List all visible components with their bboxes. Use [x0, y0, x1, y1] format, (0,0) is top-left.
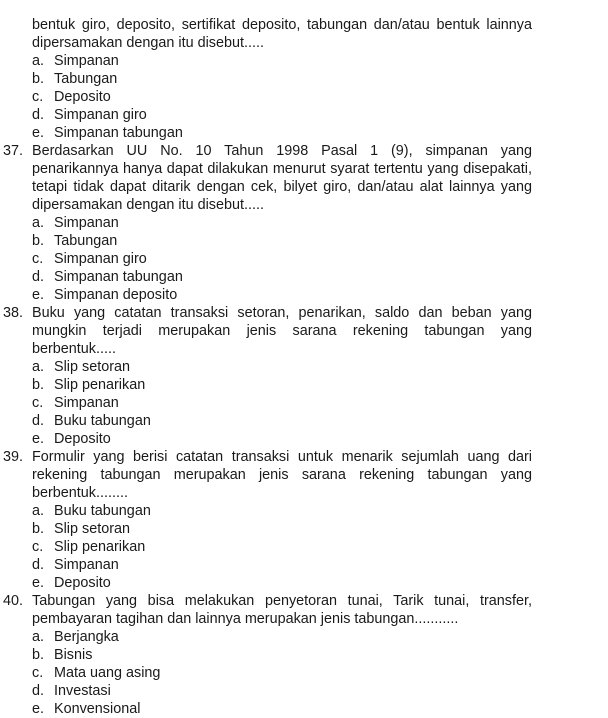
option-letter: c.: [32, 395, 44, 411]
option-letter: d.: [32, 413, 45, 429]
option-text: Tabungan: [54, 233, 118, 249]
option-letter: a.: [32, 53, 45, 69]
question-39: [3, 448, 532, 592]
question-stem: Buku yang catatan transaksi setoran, penarikan, saldo dan beban yang mungkin terjadi merupakan jenis sarana rekening tabungan yang berbentuk.....: [32, 305, 532, 357]
option-letter: d.: [32, 107, 45, 123]
option-a[interactable]: [32, 628, 532, 646]
option-e[interactable]: [32, 124, 532, 142]
option-text: Slip setoran: [54, 521, 130, 537]
question-sheet: [3, 16, 532, 718]
option-letter: a.: [32, 359, 45, 375]
option-letter: d.: [32, 557, 45, 573]
question-38: [3, 304, 532, 448]
question-37: [3, 142, 532, 304]
option-text: Slip penarikan: [54, 539, 146, 555]
option-letter: b.: [32, 377, 45, 393]
option-d[interactable]: [32, 682, 532, 700]
question-number: 39.: [3, 449, 24, 465]
option-b[interactable]: [32, 232, 532, 250]
option-text: Bisnis: [54, 647, 93, 663]
option-text: Simpanan deposito: [54, 287, 178, 303]
question-stem: Formulir yang berisi catatan transaksi untuk menarik sejumlah uang dari rekening tabungan merupakan jenis sarana rekening tabungan yang berbentuk........: [32, 449, 532, 501]
option-letter: a.: [32, 215, 45, 231]
option-text: Buku tabungan: [54, 413, 151, 429]
option-letter: e.: [32, 287, 45, 303]
option-text: Buku tabungan: [54, 503, 151, 519]
option-text: Deposito: [54, 89, 111, 105]
option-letter: e.: [32, 125, 45, 141]
option-letter: c.: [32, 539, 44, 555]
question-stem: bentuk giro, deposito, sertifikat deposito, tabungan dan/atau bentuk lainnya dipersamakan dengan itu disebut.....: [32, 17, 532, 51]
option-letter: c.: [32, 251, 44, 267]
option-text: Deposito: [54, 431, 111, 447]
option-list: [32, 52, 532, 142]
option-text: Simpanan tabungan: [54, 269, 183, 285]
question-number: 40.: [3, 593, 24, 609]
option-letter: b.: [32, 233, 45, 249]
option-d[interactable]: [32, 106, 532, 124]
option-text: Simpanan giro: [54, 107, 147, 123]
option-text: Simpanan giro: [54, 251, 147, 267]
option-text: Investasi: [54, 683, 111, 699]
option-text: Simpanan tabungan: [54, 125, 183, 141]
option-a[interactable]: [32, 502, 532, 520]
option-text: Simpanan: [54, 215, 119, 231]
option-d[interactable]: [32, 412, 532, 430]
option-list: [32, 358, 532, 448]
option-c[interactable]: [32, 664, 532, 682]
option-c[interactable]: [32, 394, 532, 412]
option-text: Berjangka: [54, 629, 119, 645]
option-letter: e.: [32, 431, 45, 447]
option-b[interactable]: [32, 70, 532, 88]
option-c[interactable]: [32, 538, 532, 556]
option-text: Deposito: [54, 575, 111, 591]
option-text: Slip setoran: [54, 359, 130, 375]
option-letter: c.: [32, 665, 44, 681]
option-e[interactable]: [32, 574, 532, 592]
option-c[interactable]: [32, 88, 532, 106]
option-text: Konvensional: [54, 701, 141, 717]
option-b[interactable]: [32, 520, 532, 538]
option-list: [32, 502, 532, 592]
option-letter: d.: [32, 683, 45, 699]
option-e[interactable]: [32, 700, 532, 718]
option-d[interactable]: [32, 556, 532, 574]
option-letter: b.: [32, 521, 45, 537]
option-letter: c.: [32, 89, 44, 105]
option-list: [32, 214, 532, 304]
question-number: 38.: [3, 305, 24, 321]
option-letter: e.: [32, 701, 45, 717]
option-letter: b.: [32, 647, 45, 663]
option-text: Simpanan: [54, 395, 119, 411]
option-text: Tabungan: [54, 71, 118, 87]
option-a[interactable]: [32, 214, 532, 232]
question-40: [3, 592, 532, 718]
option-letter: b.: [32, 71, 45, 87]
option-text: Simpanan: [54, 557, 119, 573]
option-letter: a.: [32, 629, 45, 645]
option-letter: a.: [32, 503, 45, 519]
question-36-continuation: [32, 16, 532, 142]
option-a[interactable]: [32, 52, 532, 70]
option-c[interactable]: [32, 250, 532, 268]
option-a[interactable]: [32, 358, 532, 376]
option-text: Simpanan: [54, 53, 119, 69]
option-text: Mata uang asing: [54, 665, 161, 681]
option-d[interactable]: [32, 268, 532, 286]
option-list: [32, 628, 532, 718]
question-stem: Tabungan yang bisa melakukan penyetoran tunai, Tarik tunai, transfer, pembayaran tagihan dan lainnya merupakan jenis tabungan...........: [32, 593, 532, 627]
option-e[interactable]: [32, 286, 532, 304]
option-letter: d.: [32, 269, 45, 285]
option-text: Slip penarikan: [54, 377, 146, 393]
question-stem: Berdasarkan UU No. 10 Tahun 1998 Pasal 1 (9), simpanan yang penarikannya hanya dapat dilakukan menurut syarat tertentu yang disepakati, tetapi tidak dapat ditarik dengan cek, bilyet giro, dan/atau alat lainnya yang dipersamakan dengan itu disebut.....: [32, 143, 532, 213]
option-b[interactable]: [32, 376, 532, 394]
option-b[interactable]: [32, 646, 532, 664]
question-number: 37.: [3, 143, 24, 159]
option-letter: e.: [32, 575, 45, 591]
option-e[interactable]: [32, 430, 532, 448]
